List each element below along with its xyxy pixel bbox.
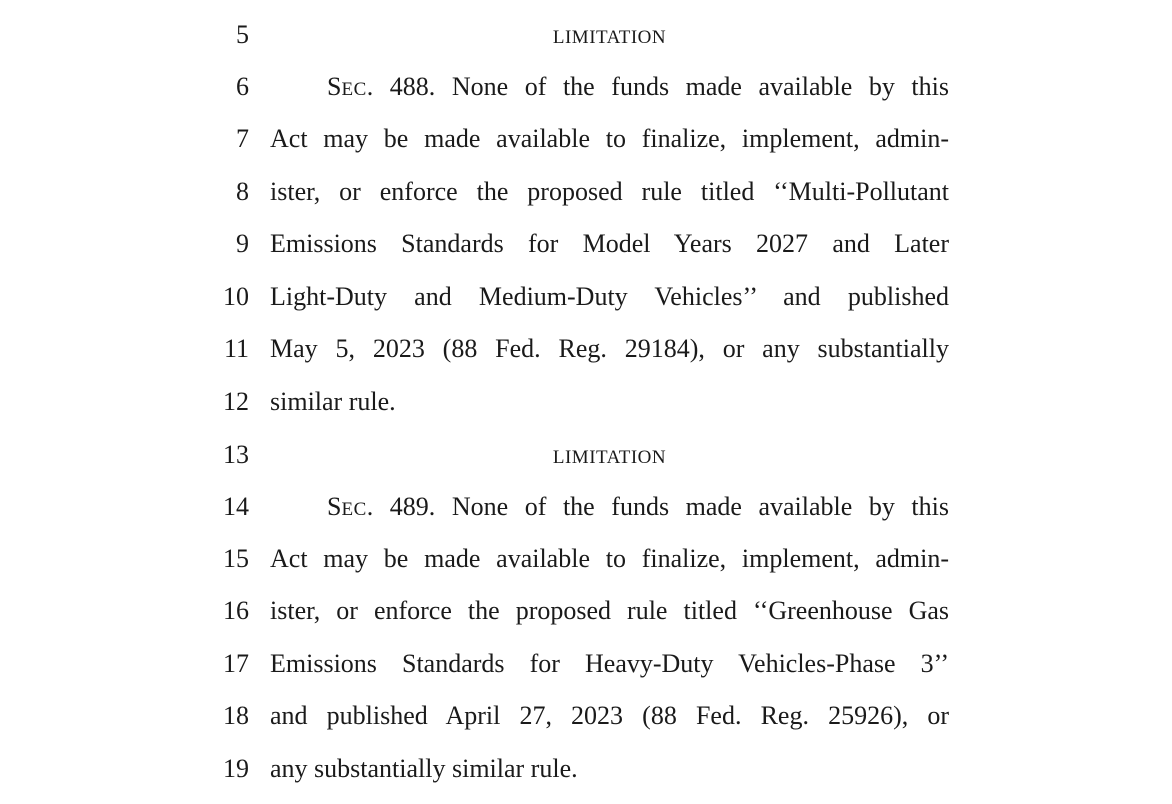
line-number: 8: [236, 177, 249, 206]
line-19: [0, 752, 1172, 804]
line-number: 19: [223, 754, 249, 783]
sec-label-rest: EC: [341, 79, 367, 100]
line-text: Emissions Standards for Heavy-Duty Vehicles-Phase 3’’: [270, 649, 949, 678]
line-text: any substantially similar rule.: [270, 754, 578, 783]
line-10: [0, 280, 1172, 332]
line-18: [0, 699, 1172, 751]
line-number: 17: [223, 649, 249, 678]
line-text: Emissions Standards for Model Years 2027 and Later: [270, 229, 949, 258]
line-11: [0, 332, 1172, 384]
line-text: . 489. None of the funds made available by this: [366, 492, 949, 521]
line-number: 14: [223, 492, 249, 521]
section-heading: LIMITATION: [552, 27, 667, 48]
line-9: [0, 227, 1172, 279]
line-text: May 5, 2023 (88 Fed. Reg. 29184), or any substantially: [270, 334, 949, 363]
line-text: Act may be made available to finalize, implement, admin-: [270, 124, 949, 153]
line-text: ister, or enforce the proposed rule titled ‘‘Multi-Pollutant: [270, 177, 949, 206]
line-number: 5: [236, 20, 249, 49]
line-6: [0, 70, 1172, 122]
line-number: 6: [236, 72, 249, 101]
sec-label-initial: S: [327, 492, 342, 521]
line-14: [0, 490, 1172, 542]
line-number: 10: [223, 282, 249, 311]
line-text: Act may be made available to finalize, implement, admin-: [270, 544, 949, 573]
line-7: [0, 122, 1172, 174]
sec-label-rest: EC: [341, 499, 367, 520]
line-15: [0, 542, 1172, 594]
line-16: [0, 594, 1172, 646]
sec-label-initial: S: [327, 72, 342, 101]
line-number: 9: [236, 229, 249, 258]
line-number: 12: [223, 387, 249, 416]
line-12: [0, 385, 1172, 437]
line-text: and published April 27, 2023 (88 Fed. Reg. 25926), or: [270, 701, 949, 730]
section-heading: LIMITATION: [552, 447, 667, 468]
section-489-text: [327, 494, 949, 520]
line-number: 15: [223, 544, 249, 573]
line-17: [0, 647, 1172, 699]
section-488-text: [327, 74, 949, 100]
line-text: ister, or enforce the proposed rule titled ‘‘Greenhouse Gas: [270, 596, 949, 625]
line-text: . 488. None of the funds made available by this: [366, 72, 949, 101]
line-8: [0, 175, 1172, 227]
line-number: 16: [223, 596, 249, 625]
line-number: 18: [223, 701, 249, 730]
line-5: [0, 18, 1172, 70]
line-number: 13: [223, 440, 249, 469]
line-13: [0, 438, 1172, 490]
line-text: Light-Duty and Medium-Duty Vehicles’’ and published: [270, 282, 949, 311]
line-number: 11: [223, 334, 249, 363]
line-text: similar rule.: [270, 387, 396, 416]
line-number: 7: [236, 124, 249, 153]
